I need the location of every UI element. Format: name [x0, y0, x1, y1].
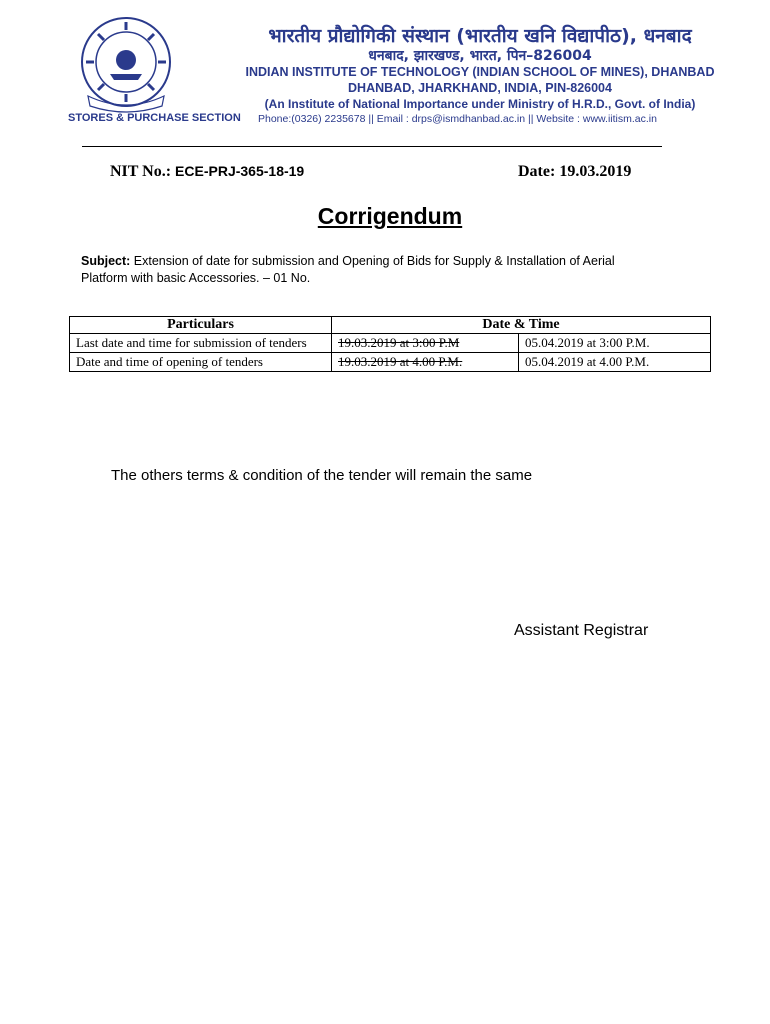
signatory: Assistant Registrar [514, 622, 649, 639]
old-date-cell: 19.03.2019 at 3:00 P.M [332, 334, 519, 353]
nit-number [110, 163, 304, 181]
new-date-cell: 05.04.2019 at 3:00 P.M. [519, 334, 711, 353]
column-header-date-time: Date & Time [332, 317, 711, 334]
letterhead-section: STORES & PURCHASE SECTION [68, 112, 241, 124]
terms-note: The others terms & condition of the tender will remain the same [111, 467, 533, 484]
subject-text: Extension of date for submission and Opening of Bids for Supply & Installation of Aerial Platform with basic Accessories. – 01 No. [81, 254, 615, 285]
dates-table [69, 316, 711, 372]
date-label: Date: [518, 163, 560, 180]
subject-label: Subject: [81, 254, 131, 268]
document-date [518, 163, 631, 181]
letterhead-tagline: (An Institute of National Importance under Ministry of H.R.D., Govt. of India) [264, 97, 696, 111]
table-row [70, 353, 711, 372]
table-header-row [70, 317, 711, 334]
nit-label: NIT No.: [110, 163, 176, 180]
row-particular: Date and time of opening of tenders [70, 353, 332, 372]
letterhead-english-address: DHANBAD, JHARKHAND, INDIA, PIN-826004 [348, 81, 612, 95]
new-date-cell: 05.04.2019 at 4.00 P.M. [519, 353, 711, 372]
table-row [70, 334, 711, 353]
column-header-particulars: Particulars [70, 317, 332, 334]
nit-value: ECE-PRJ-365-18-19 [175, 163, 305, 179]
old-date-cell: 19.03.2019 at 4.00 P.M. [332, 353, 519, 372]
letterhead-hindi-name: भारतीय प्रौद्योगिकी संस्थान (भारतीय खनि विद्यापीठ), धनबाद [268, 25, 692, 47]
date-value: 19.03.2019 [559, 163, 632, 180]
institute-logo [66, 14, 200, 114]
document-title: Corrigendum [317, 203, 463, 229]
letterhead-english-name: INDIAN INSTITUTE OF TECHNOLOGY (INDIAN SCHOOL OF MINES), DHANBAD [245, 65, 715, 79]
row-particular: Last date and time for submission of tenders [70, 334, 332, 353]
header-divider [82, 146, 662, 147]
letterhead-hindi-address: धनबाद, झारखण्ड, भारत, पिन–826004 [368, 48, 592, 64]
subject-line [81, 253, 661, 287]
letterhead-contact: Phone:(0326) 2235678 || Email : drps@ismdhanbad.ac.in || Website : www.iitism.ac.in [258, 113, 657, 125]
